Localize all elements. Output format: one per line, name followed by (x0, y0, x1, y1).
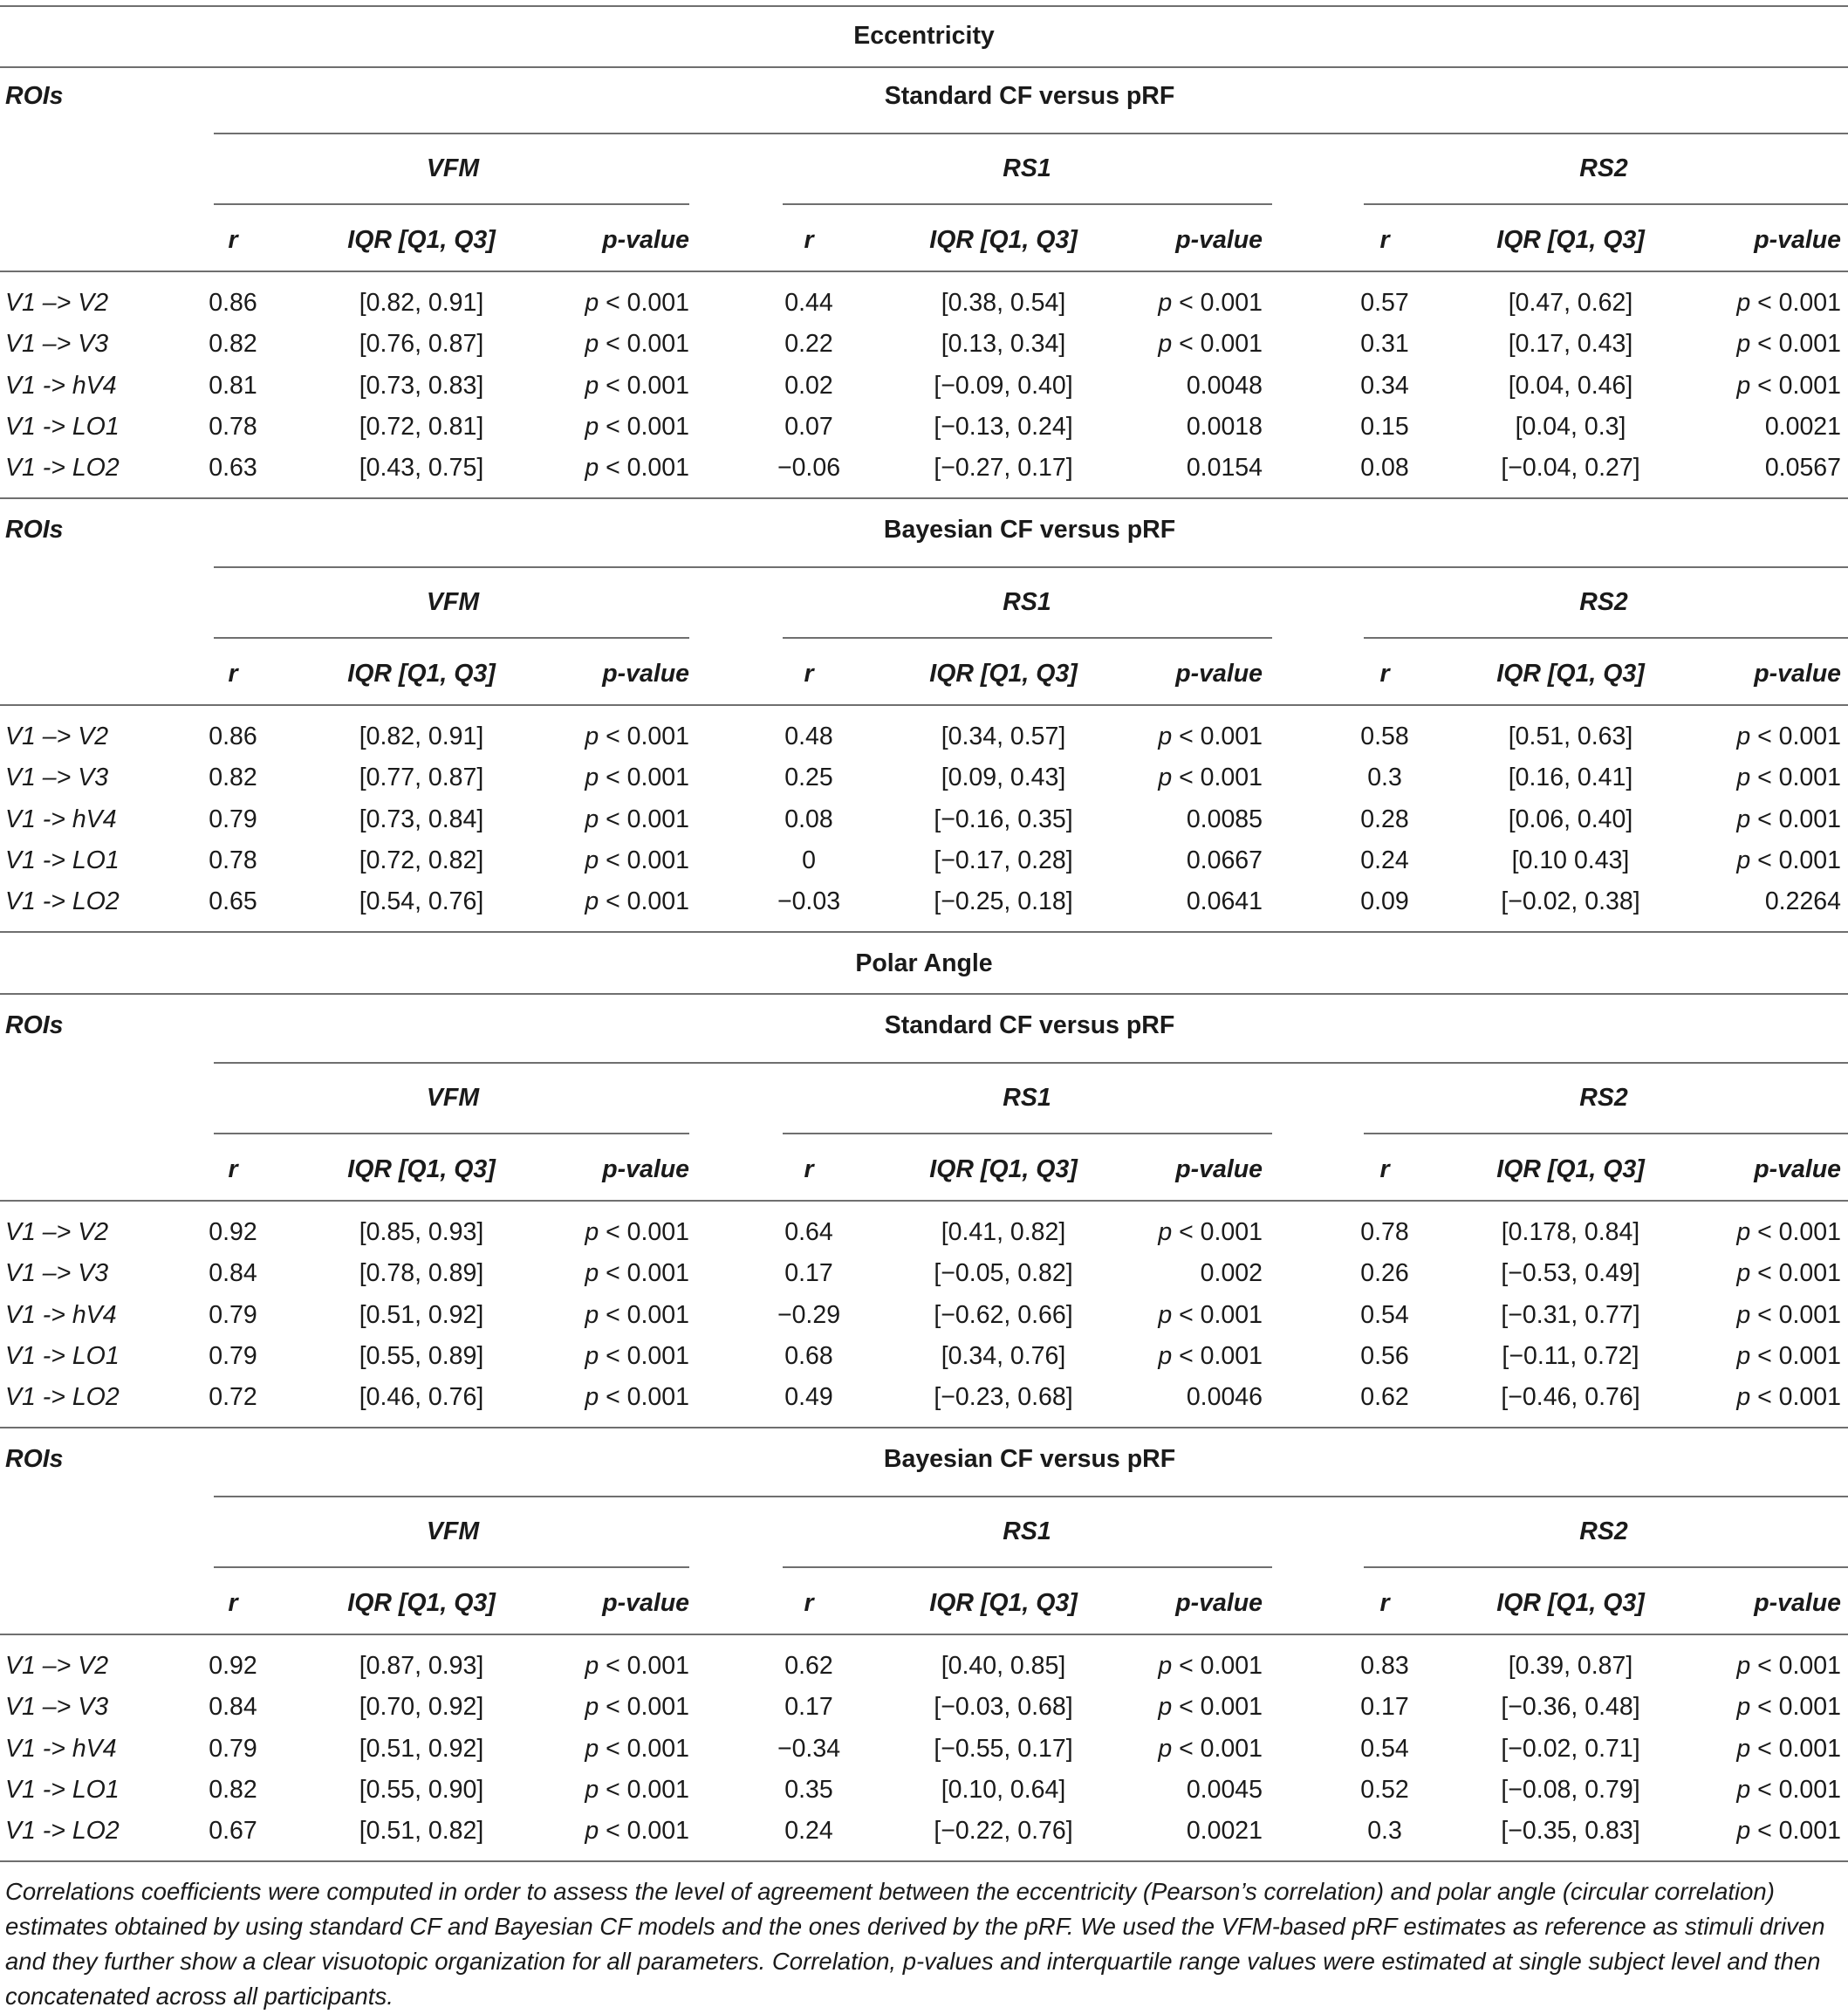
r-value-cell: 0.79 (209, 1341, 257, 1370)
group-rule (783, 1566, 1272, 1568)
panel-bottom-rule (0, 497, 1848, 499)
iqr-value-cell: [−0.02, 0.38] (1501, 887, 1640, 916)
p-value-cell: p < 0.001 (585, 1775, 689, 1804)
iqr-value-cell: [0.72, 0.81] (359, 412, 484, 441)
column-header-iqr: IQR [Q1, Q3] (347, 660, 496, 688)
rois-label: ROIs (5, 82, 64, 110)
p-value-cell: p < 0.001 (1736, 1218, 1841, 1246)
iqr-value-cell: [0.39, 0.87] (1508, 1652, 1633, 1680)
roi-cell: V1 -> LO2 (5, 1383, 120, 1412)
roi-cell: V1 –> V2 (5, 723, 109, 750)
iqr-value-cell: [−0.13, 0.24] (934, 412, 1073, 441)
p-value-cell: p < 0.001 (585, 371, 689, 400)
iqr-value-cell: [0.16, 0.41] (1508, 764, 1633, 792)
r-value-cell: −0.06 (777, 454, 841, 483)
p-value-cell: 0.0021 (1186, 1817, 1263, 1846)
group-rule (1364, 637, 1848, 639)
r-value-cell: 0.17 (784, 1259, 833, 1288)
group-rule (783, 637, 1272, 639)
p-value-cell: p < 0.001 (585, 1693, 689, 1722)
p-value-cell: p < 0.001 (585, 805, 689, 833)
r-value-cell: 0.02 (784, 371, 833, 400)
iqr-value-cell: [0.17, 0.43] (1508, 330, 1633, 359)
comparison-rule (214, 133, 1848, 134)
r-value-cell: 0.79 (209, 1734, 257, 1763)
column-header-iqr: IQR [Q1, Q3] (347, 226, 496, 254)
r-value-cell: 0.3 (1367, 1817, 1402, 1846)
r-value-cell: 0.58 (1360, 723, 1409, 750)
r-value-cell: 0 (802, 846, 816, 874)
p-value-cell: p < 0.001 (585, 1341, 689, 1370)
p-value-cell: p < 0.001 (1736, 1300, 1841, 1329)
column-header-r: r (228, 660, 238, 688)
iqr-value-cell: [−0.08, 0.79] (1501, 1775, 1640, 1804)
r-value-cell: 0.83 (1360, 1652, 1409, 1680)
r-value-cell: 0.54 (1360, 1300, 1409, 1329)
r-value-cell: 0.63 (209, 454, 257, 483)
section-title: Polar Angle (855, 949, 993, 977)
p-value-cell: 0.0154 (1186, 454, 1263, 483)
r-value-cell: 0.25 (784, 764, 833, 792)
group-header-vfm: VFM (426, 1517, 480, 1545)
iqr-value-cell: [0.38, 0.54] (941, 289, 1066, 317)
iqr-value-cell: [−0.05, 0.82] (934, 1259, 1073, 1288)
r-value-cell: 0.68 (784, 1341, 833, 1370)
p-value-cell: p < 0.001 (1736, 1383, 1841, 1412)
comparison-title: Standard CF versus pRF (884, 1011, 1175, 1039)
r-value-cell: 0.82 (209, 1775, 257, 1804)
iqr-value-cell: [0.34, 0.76] (941, 1341, 1066, 1370)
r-value-cell: 0.08 (784, 805, 833, 833)
p-value-cell: p < 0.001 (585, 1300, 689, 1329)
rois-label: ROIs (5, 1445, 64, 1473)
column-header-r: r (804, 1589, 814, 1617)
r-value-cell: 0.62 (1360, 1383, 1409, 1412)
r-value-cell: 0.24 (784, 1817, 833, 1846)
r-value-cell: −0.29 (777, 1300, 841, 1329)
iqr-value-cell: [0.51, 0.92] (359, 1734, 484, 1763)
column-header-iqr: IQR [Q1, Q3] (1496, 1155, 1645, 1183)
column-header-r: r (804, 1155, 814, 1183)
p-value-cell: p < 0.001 (585, 1817, 689, 1846)
r-value-cell: 0.09 (1360, 887, 1409, 916)
column-header-iqr: IQR [Q1, Q3] (1496, 226, 1645, 254)
column-header-r: r (1379, 1155, 1390, 1183)
iqr-value-cell: [0.54, 0.76] (359, 887, 484, 916)
p-value-cell: p < 0.001 (585, 887, 689, 916)
iqr-value-cell: [−0.62, 0.66] (934, 1300, 1073, 1329)
r-value-cell: 0.64 (784, 1218, 833, 1246)
r-value-cell: 0.49 (784, 1383, 833, 1412)
iqr-value-cell: [−0.27, 0.17] (934, 454, 1073, 483)
column-header-p-value: p-value (602, 660, 689, 688)
iqr-value-cell: [0.51, 0.63] (1508, 723, 1633, 750)
p-value-cell: p < 0.001 (585, 330, 689, 359)
p-value-cell: p < 0.001 (1736, 289, 1841, 317)
p-value-cell: p < 0.001 (1158, 1734, 1263, 1763)
group-header-rs2: RS2 (1579, 1084, 1628, 1112)
roi-cell: V1 -> hV4 (5, 805, 117, 833)
p-value-cell: p < 0.001 (1736, 1259, 1841, 1288)
p-value-cell: 0.0567 (1764, 454, 1841, 483)
p-value-cell: p < 0.001 (1158, 330, 1263, 359)
iqr-value-cell: [0.73, 0.83] (359, 371, 484, 400)
p-value-cell: p < 0.001 (1158, 289, 1263, 317)
r-value-cell: 0.15 (1360, 412, 1409, 441)
r-value-cell: −0.34 (777, 1734, 841, 1763)
r-value-cell: 0.35 (784, 1775, 833, 1804)
roi-cell: V1 -> LO1 (5, 1775, 120, 1804)
r-value-cell: 0.78 (209, 412, 257, 441)
column-header-p-value: p-value (602, 1589, 689, 1617)
column-header-rule (0, 1634, 1848, 1635)
r-value-cell: 0.86 (209, 723, 257, 750)
column-header-iqr: IQR [Q1, Q3] (929, 1589, 1078, 1617)
p-value-cell: p < 0.001 (1736, 330, 1841, 359)
iqr-value-cell: [−0.09, 0.40] (934, 371, 1073, 400)
iqr-value-cell: [−0.02, 0.71] (1501, 1734, 1640, 1763)
iqr-value-cell: [0.55, 0.89] (359, 1341, 484, 1370)
roi-cell: V1 -> LO2 (5, 454, 120, 483)
table-caption: Correlations coefficients were computed in order to assess the level of agreement between the eccentricity (Pearson’s correlation) and polar angle (circular correlation) estimates obtained by using standard CF and Bayesian CF models and the ones derived by the pRF. We used the VFM-based pRF estimates as reference as stimuli driven and they further show a clear visuotopic organization for all parameters. Correlation, p-values and interquartile range values were estimated at single subject level and then concatenated across all participants. (5, 1878, 1825, 2010)
group-header-vfm: VFM (426, 154, 480, 182)
group-rule (214, 1566, 689, 1568)
iqr-value-cell: [0.73, 0.84] (359, 805, 484, 833)
iqr-value-cell: [0.43, 0.75] (359, 454, 484, 483)
r-value-cell: 0.65 (209, 887, 257, 916)
iqr-value-cell: [0.04, 0.3] (1515, 412, 1626, 441)
iqr-value-cell: [0.178, 0.84] (1501, 1218, 1640, 1246)
iqr-value-cell: [0.09, 0.43] (941, 764, 1066, 792)
p-value-cell: p < 0.001 (585, 1259, 689, 1288)
roi-cell: V1 -> hV4 (5, 1734, 117, 1763)
iqr-value-cell: [0.51, 0.92] (359, 1300, 484, 1329)
r-value-cell: 0.54 (1360, 1734, 1409, 1763)
comparison-rule (214, 1062, 1848, 1064)
iqr-value-cell: [0.55, 0.90] (359, 1775, 484, 1804)
r-value-cell: 0.57 (1360, 289, 1409, 317)
p-value-cell: p < 0.001 (585, 1383, 689, 1412)
column-header-iqr: IQR [Q1, Q3] (347, 1155, 496, 1183)
p-value-cell: p < 0.001 (1736, 1693, 1841, 1722)
r-value-cell: 0.28 (1360, 805, 1409, 833)
column-header-r: r (228, 226, 238, 254)
roi-cell: V1 -> LO1 (5, 1341, 120, 1370)
roi-cell: V1 -> hV4 (5, 371, 117, 400)
group-header-rs1: RS1 (1003, 1517, 1051, 1545)
iqr-value-cell: [0.10 0.43] (1511, 846, 1630, 874)
comparison-title: Standard CF versus pRF (884, 82, 1175, 110)
p-value-cell: 0.0048 (1186, 371, 1263, 400)
r-value-cell: 0.86 (209, 289, 257, 317)
p-value-cell: p < 0.001 (1158, 1218, 1263, 1246)
p-value-cell: p < 0.001 (585, 723, 689, 750)
r-value-cell: 0.82 (209, 330, 257, 359)
p-value-cell: p < 0.001 (585, 764, 689, 792)
column-header-p-value: p-value (602, 1155, 689, 1183)
p-value-cell: p < 0.001 (1158, 1300, 1263, 1329)
p-value-cell: p < 0.001 (1736, 846, 1841, 874)
r-value-cell: 0.81 (209, 371, 257, 400)
p-value-cell: p < 0.001 (1158, 1341, 1263, 1370)
roi-cell: V1 -> LO2 (5, 887, 120, 916)
iqr-value-cell: [0.85, 0.93] (359, 1218, 484, 1246)
p-value-cell: p < 0.001 (1736, 1734, 1841, 1763)
iqr-value-cell: [−0.22, 0.76] (934, 1817, 1073, 1846)
group-header-rs1: RS1 (1003, 1084, 1051, 1112)
p-value-cell: p < 0.001 (1736, 1817, 1841, 1846)
roi-cell: V1 -> LO2 (5, 1817, 120, 1846)
r-value-cell: 0.92 (209, 1652, 257, 1680)
column-header-iqr: IQR [Q1, Q3] (929, 1155, 1078, 1183)
r-value-cell: 0.24 (1360, 846, 1409, 874)
iqr-value-cell: [0.82, 0.91] (359, 723, 484, 750)
column-header-rule (0, 271, 1848, 272)
r-value-cell: 0.92 (209, 1218, 257, 1246)
r-value-cell: 0.17 (1360, 1693, 1409, 1722)
panel-bottom-rule (0, 1427, 1848, 1428)
column-header-r: r (228, 1589, 238, 1617)
group-header-rs1: RS1 (1003, 154, 1051, 182)
p-value-cell: 0.0046 (1186, 1383, 1263, 1412)
column-header-r: r (1379, 1589, 1390, 1617)
roi-cell: V1 –> V2 (5, 1652, 109, 1680)
iqr-value-cell: [0.46, 0.76] (359, 1383, 484, 1412)
p-value-cell: 0.0641 (1186, 887, 1263, 916)
iqr-value-cell: [−0.31, 0.77] (1501, 1300, 1640, 1329)
p-value-cell: 0.0667 (1186, 846, 1263, 874)
iqr-value-cell: [−0.04, 0.27] (1501, 454, 1640, 483)
roi-cell: V1 -> LO1 (5, 412, 120, 441)
p-value-cell: p < 0.001 (1736, 764, 1841, 792)
iqr-value-cell: [0.78, 0.89] (359, 1259, 484, 1288)
panel-bottom-rule (0, 931, 1848, 933)
roi-cell: V1 -> hV4 (5, 1300, 117, 1329)
comparison-title: Bayesian CF versus pRF (883, 516, 1176, 544)
iqr-value-cell: [−0.53, 0.49] (1501, 1259, 1640, 1288)
column-header-iqr: IQR [Q1, Q3] (929, 226, 1078, 254)
group-rule (214, 1133, 689, 1134)
column-header-r: r (804, 660, 814, 688)
group-header-rs1: RS1 (1003, 588, 1051, 616)
section-title-rule (0, 66, 1848, 68)
r-value-cell: 0.62 (784, 1652, 833, 1680)
roi-cell: V1 –> V3 (5, 1259, 109, 1288)
r-value-cell: 0.3 (1367, 764, 1402, 792)
iqr-value-cell: [−0.25, 0.18] (934, 887, 1073, 916)
column-header-p-value: p-value (1175, 660, 1263, 688)
r-value-cell: 0.84 (209, 1693, 257, 1722)
column-header-rule (0, 704, 1848, 706)
p-value-cell: 0.2264 (1764, 887, 1841, 916)
rois-label: ROIs (5, 1011, 64, 1039)
iqr-value-cell: [−0.46, 0.76] (1501, 1383, 1640, 1412)
p-value-cell: p < 0.001 (585, 1734, 689, 1763)
group-rule (1364, 203, 1848, 205)
column-header-p-value: p-value (1754, 1589, 1841, 1617)
p-value-cell: 0.0018 (1186, 412, 1263, 441)
p-value-cell: p < 0.001 (585, 289, 689, 317)
column-header-p-value: p-value (1175, 1155, 1263, 1183)
roi-cell: V1 -> LO1 (5, 846, 120, 874)
group-rule (783, 1133, 1272, 1134)
iqr-value-cell: [0.41, 0.82] (941, 1218, 1066, 1246)
group-header-vfm: VFM (426, 588, 480, 616)
p-value-cell: p < 0.001 (585, 846, 689, 874)
p-value-cell: p < 0.001 (1736, 1341, 1841, 1370)
table-top-rule (0, 5, 1848, 7)
column-header-p-value: p-value (1754, 1155, 1841, 1183)
r-value-cell: 0.48 (784, 723, 833, 750)
p-value-cell: p < 0.001 (585, 1218, 689, 1246)
r-value-cell: 0.26 (1360, 1259, 1409, 1288)
column-header-p-value: p-value (1754, 660, 1841, 688)
iqr-value-cell: [0.13, 0.34] (941, 330, 1066, 359)
iqr-value-cell: [0.87, 0.93] (359, 1652, 484, 1680)
panel-bottom-rule (0, 1860, 1848, 1862)
column-header-p-value: p-value (1175, 1589, 1263, 1617)
p-value-cell: p < 0.001 (1736, 371, 1841, 400)
iqr-value-cell: [0.82, 0.91] (359, 289, 484, 317)
iqr-value-cell: [−0.17, 0.28] (934, 846, 1073, 874)
r-value-cell: 0.22 (784, 330, 833, 359)
iqr-value-cell: [0.06, 0.40] (1508, 805, 1633, 833)
group-rule (1364, 1566, 1848, 1568)
comparison-rule (214, 566, 1848, 568)
r-value-cell: 0.52 (1360, 1775, 1409, 1804)
iqr-value-cell: [0.34, 0.57] (941, 723, 1066, 750)
r-value-cell: 0.84 (209, 1259, 257, 1288)
column-header-r: r (1379, 226, 1390, 254)
r-value-cell: 0.17 (784, 1693, 833, 1722)
column-header-iqr: IQR [Q1, Q3] (1496, 1589, 1645, 1617)
iqr-value-cell: [0.77, 0.87] (359, 764, 484, 792)
roi-cell: V1 –> V2 (5, 1218, 109, 1246)
p-value-cell: 0.0045 (1186, 1775, 1263, 1804)
r-value-cell: 0.34 (1360, 371, 1409, 400)
iqr-value-cell: [0.72, 0.82] (359, 846, 484, 874)
r-value-cell: 0.44 (784, 289, 833, 317)
r-value-cell: 0.07 (784, 412, 833, 441)
p-value-cell: p < 0.001 (585, 1652, 689, 1680)
r-value-cell: 0.31 (1360, 330, 1409, 359)
column-header-r: r (804, 226, 814, 254)
r-value-cell: 0.79 (209, 1300, 257, 1329)
column-header-iqr: IQR [Q1, Q3] (929, 660, 1078, 688)
iqr-value-cell: [0.04, 0.46] (1508, 371, 1633, 400)
p-value-cell: p < 0.001 (1158, 723, 1263, 750)
column-header-rule (0, 1200, 1848, 1202)
r-value-cell: 0.72 (209, 1383, 257, 1412)
iqr-value-cell: [−0.35, 0.83] (1501, 1817, 1640, 1846)
iqr-value-cell: [−0.11, 0.72] (1502, 1341, 1639, 1370)
group-rule (214, 637, 689, 639)
r-value-cell: 0.78 (1360, 1218, 1409, 1246)
iqr-value-cell: [0.51, 0.82] (359, 1817, 484, 1846)
iqr-value-cell: [0.40, 0.85] (941, 1652, 1066, 1680)
roi-cell: V1 –> V2 (5, 289, 109, 317)
p-value-cell: p < 0.001 (585, 454, 689, 483)
group-rule (214, 203, 689, 205)
roi-cell: V1 –> V3 (5, 764, 109, 792)
iqr-value-cell: [0.10, 0.64] (941, 1775, 1066, 1804)
section-title-rule (0, 993, 1848, 995)
group-header-rs2: RS2 (1579, 1517, 1628, 1545)
iqr-value-cell: [−0.16, 0.35] (934, 805, 1073, 833)
p-value-cell: p < 0.001 (1158, 1693, 1263, 1722)
group-header-vfm: VFM (426, 1084, 480, 1112)
roi-cell: V1 –> V3 (5, 1693, 109, 1722)
p-value-cell: p < 0.001 (1736, 1775, 1841, 1804)
comparison-rule (214, 1496, 1848, 1497)
iqr-value-cell: [−0.03, 0.68] (934, 1693, 1073, 1722)
section-title: Eccentricity (853, 22, 995, 50)
iqr-value-cell: [0.47, 0.62] (1508, 289, 1633, 317)
p-value-cell: p < 0.001 (1158, 764, 1263, 792)
comparison-title: Bayesian CF versus pRF (883, 1445, 1176, 1473)
iqr-value-cell: [−0.23, 0.68] (934, 1383, 1073, 1412)
p-value-cell: 0.0085 (1186, 805, 1263, 833)
iqr-value-cell: [−0.55, 0.17] (934, 1734, 1073, 1763)
column-header-p-value: p-value (602, 226, 689, 254)
r-value-cell: 0.08 (1360, 454, 1409, 483)
column-header-p-value: p-value (1754, 226, 1841, 254)
column-header-r: r (1379, 660, 1390, 688)
column-header-iqr: IQR [Q1, Q3] (1496, 660, 1645, 688)
p-value-cell: p < 0.001 (1736, 723, 1841, 750)
column-header-r: r (228, 1155, 238, 1183)
p-value-cell: p < 0.001 (585, 412, 689, 441)
group-header-rs2: RS2 (1579, 154, 1628, 182)
r-value-cell: 0.82 (209, 764, 257, 792)
group-rule (1364, 1133, 1848, 1134)
r-value-cell: 0.56 (1360, 1341, 1409, 1370)
group-rule (783, 203, 1272, 205)
p-value-cell: p < 0.001 (1736, 805, 1841, 833)
r-value-cell: 0.78 (209, 846, 257, 874)
iqr-value-cell: [−0.36, 0.48] (1501, 1693, 1640, 1722)
p-value-cell: 0.002 (1200, 1259, 1263, 1288)
p-value-cell: p < 0.001 (1158, 1652, 1263, 1680)
p-value-cell: p < 0.001 (1736, 1652, 1841, 1680)
r-value-cell: 0.79 (209, 805, 257, 833)
rois-label: ROIs (5, 516, 64, 544)
iqr-value-cell: [0.70, 0.92] (359, 1693, 484, 1722)
roi-cell: V1 –> V3 (5, 330, 109, 359)
group-header-rs2: RS2 (1579, 588, 1628, 616)
iqr-value-cell: [0.76, 0.87] (359, 330, 484, 359)
r-value-cell: −0.03 (777, 887, 841, 916)
column-header-iqr: IQR [Q1, Q3] (347, 1589, 496, 1617)
r-value-cell: 0.67 (209, 1817, 257, 1846)
column-header-p-value: p-value (1175, 226, 1263, 254)
p-value-cell: 0.0021 (1764, 412, 1841, 441)
